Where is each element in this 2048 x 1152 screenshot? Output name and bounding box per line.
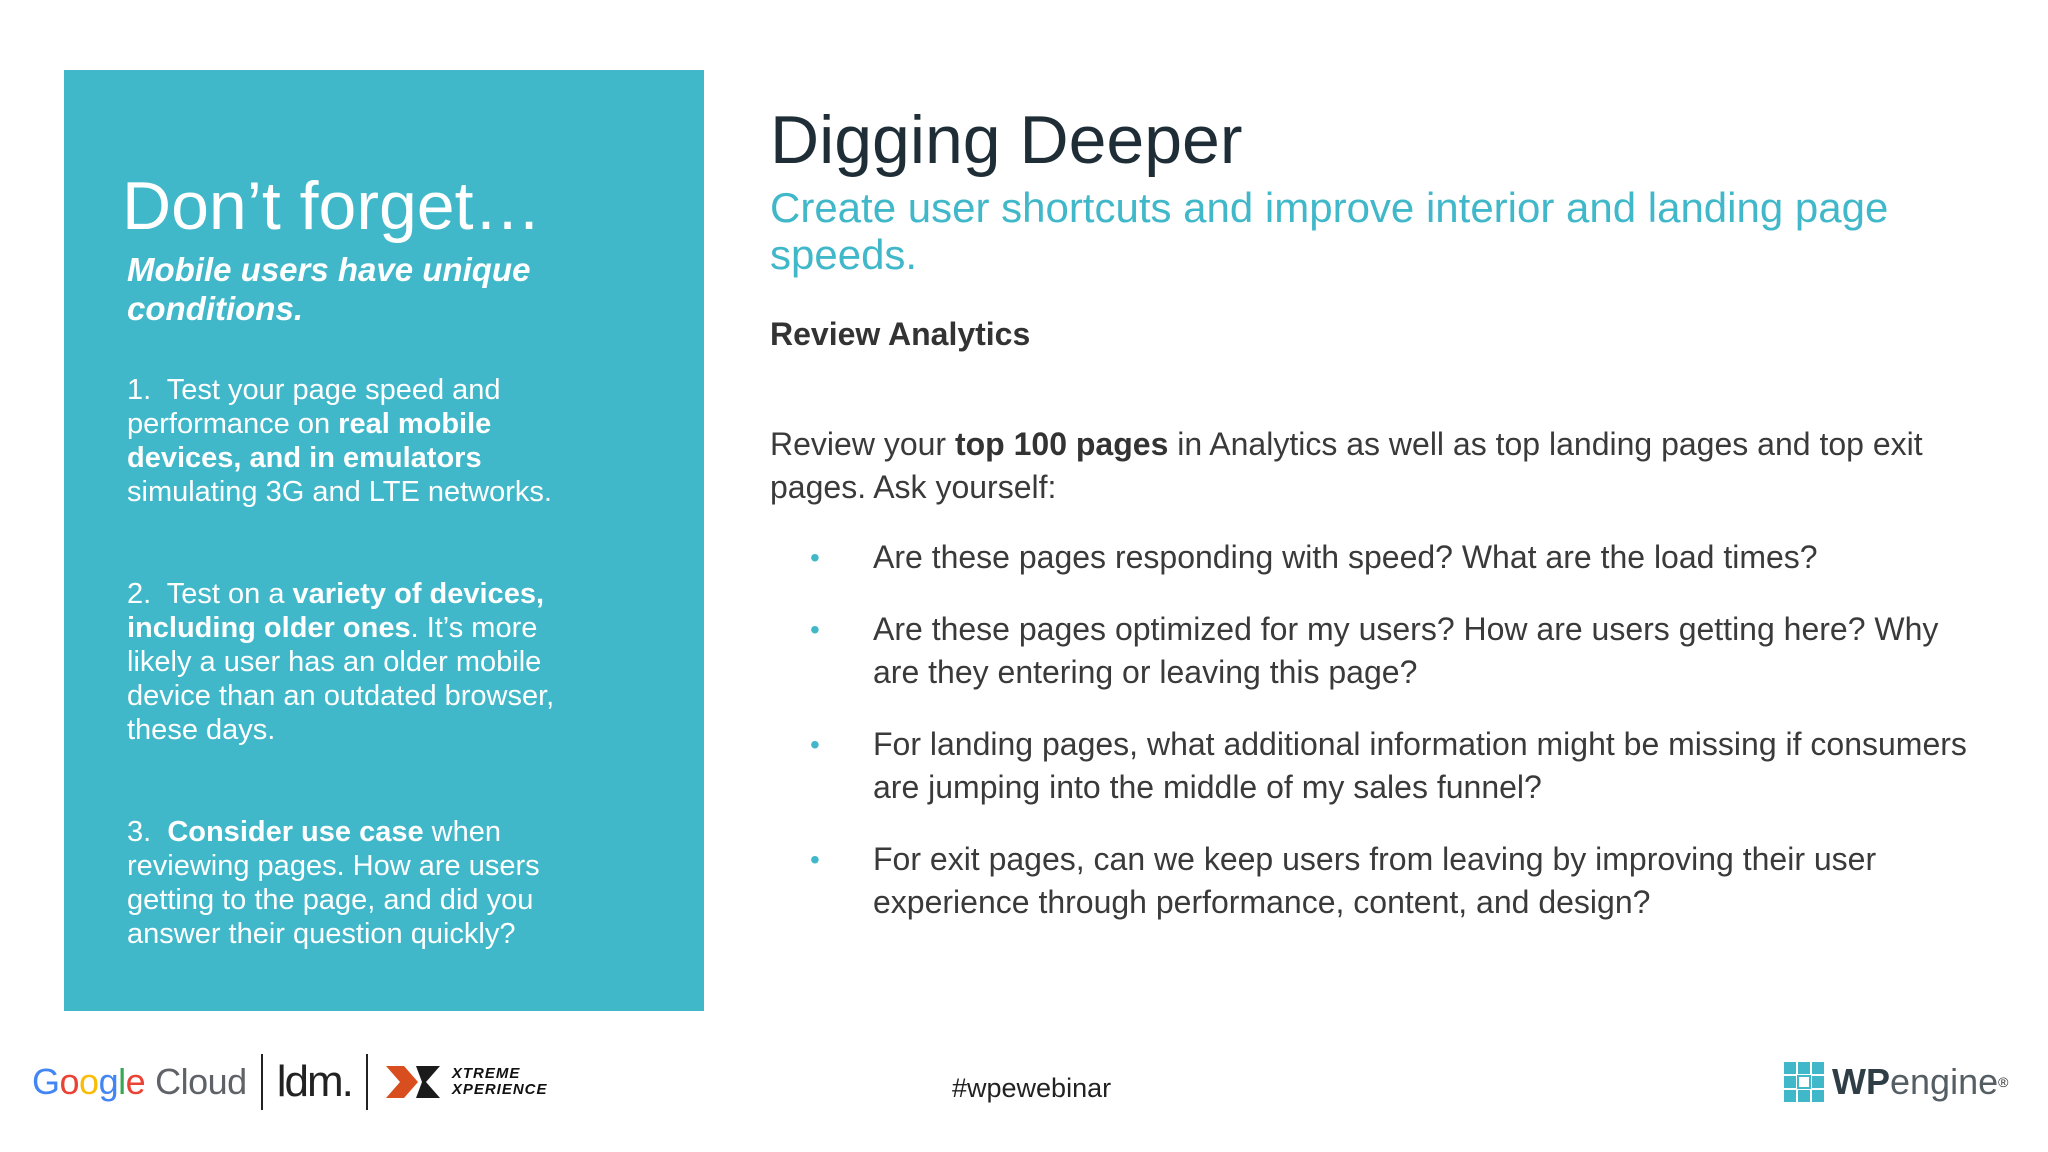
- bullet-icon: •: [810, 614, 820, 645]
- sponsor-logos: [32, 1052, 548, 1112]
- engine-label: engine: [1890, 1061, 1999, 1102]
- tip-emphasis: real mobile devices, and in emulators: [127, 408, 492, 474]
- xtreme-label: XTREME: [451, 1065, 521, 1082]
- wp-label: WP: [1832, 1061, 1890, 1102]
- page-subtitle: Create user shortcuts and improve interior and landing page speeds.: [770, 184, 1889, 278]
- hashtag: #wpewebinar: [952, 1073, 1112, 1103]
- registered-mark: ®: [1998, 1074, 2009, 1090]
- xtreme-xperience-logo: [382, 1062, 548, 1102]
- wp-engine-grid-icon: [1784, 1062, 1824, 1102]
- bullet-icon: •: [810, 844, 820, 875]
- intro-emphasis: top 100 pages: [954, 426, 1169, 462]
- intro-text: Review your: [770, 426, 955, 462]
- tip-text: Test on a: [166, 578, 293, 610]
- xperience-label: XPERIENCE: [451, 1081, 548, 1098]
- xtreme-x-icon: [382, 1062, 446, 1102]
- tip-item: [127, 373, 597, 509]
- tips-title: Don’t forget…: [122, 168, 542, 244]
- tip-emphasis: variety of devices, including older ones: [127, 578, 545, 644]
- logo-divider: [366, 1054, 368, 1110]
- google-cloud-label: Cloud: [155, 1061, 247, 1102]
- section-heading: Review Analytics: [770, 316, 1031, 352]
- tip-text: Test your page speed and performance on: [127, 374, 501, 440]
- logo-divider: [261, 1054, 263, 1110]
- tip-item: [127, 577, 597, 747]
- intro-paragraph: [770, 423, 1970, 509]
- google-cloud-logo: Google Cloud: [32, 1061, 247, 1102]
- question-list: [770, 536, 1980, 953]
- tips-subtitle: Mobile users have unique conditions.: [127, 251, 531, 327]
- tip-number: 2.: [127, 578, 152, 610]
- question-text: Are these pages optimized for my users? How are users getting here? Why are they entering or leaving this page?: [873, 611, 1939, 690]
- tip-emphasis: Consider use case: [167, 816, 424, 848]
- list-item: [770, 838, 1980, 924]
- tip-text: . It’s more likely a user has an older mobile device than an outdated browser, these days.: [127, 612, 555, 746]
- page-title: Digging Deeper: [770, 102, 1243, 178]
- list-item: [770, 608, 1980, 694]
- intro-text: in Analytics as well as top landing pages and top exit pages. Ask yourself:: [770, 426, 1923, 505]
- tip-text: simulating 3G and LTE networks.: [127, 476, 552, 508]
- ldm-logo: ldm.: [276, 1057, 352, 1106]
- bullet-icon: •: [810, 729, 820, 760]
- bullet-icon: •: [810, 542, 820, 573]
- tip-number: 1.: [127, 374, 152, 406]
- question-text: For landing pages, what additional information might be missing if consumers are jumping into the middle of my sales funnel?: [873, 726, 1967, 805]
- tips-panel: [64, 70, 704, 1011]
- question-text: For exit pages, can we keep users from leaving by improving their user experience through performance, content, and design?: [873, 841, 1877, 920]
- tip-text: when reviewing pages. How are users getting to the page, and did you answer their question quickly?: [127, 816, 540, 950]
- list-item: [770, 723, 1980, 809]
- tip-number: 3.: [127, 816, 152, 848]
- wp-engine-logo: [1784, 1060, 2008, 1104]
- question-text: Are these pages responding with speed? What are the load times?: [873, 539, 1818, 575]
- list-item: [770, 536, 1980, 579]
- tip-item: [127, 815, 597, 951]
